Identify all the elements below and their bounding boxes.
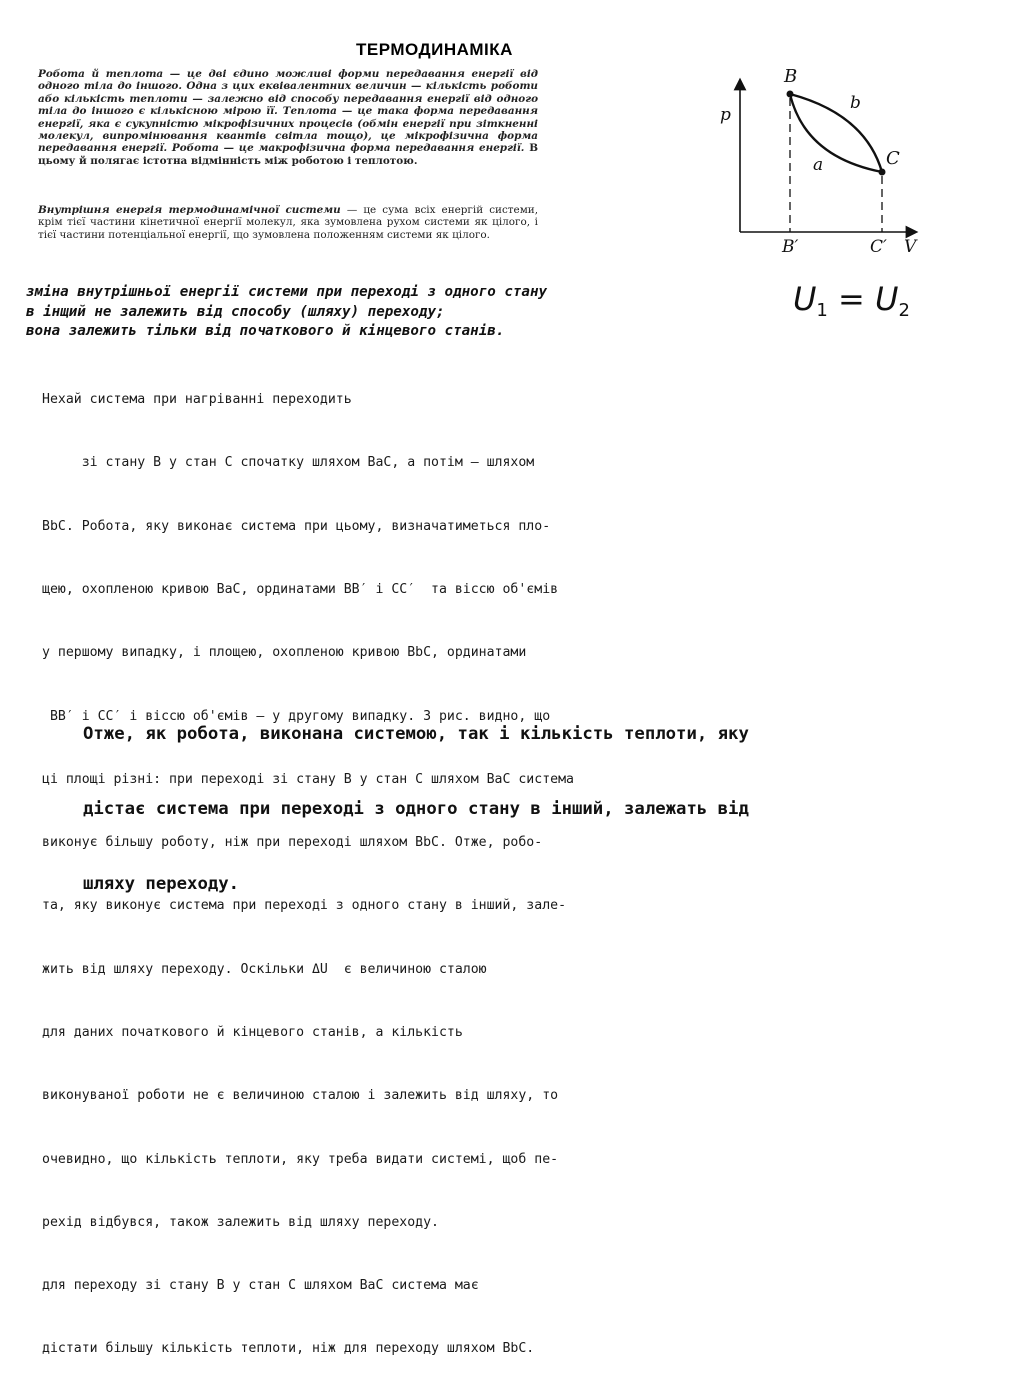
statement-line: вона залежить тільки від початкового й кінцевого станів. (26, 323, 505, 339)
conclusion-line: шляху переходу. (83, 874, 240, 894)
formula-sub-right: 2 (898, 300, 910, 321)
energy-formula (793, 280, 910, 321)
conclusion-text (83, 672, 928, 922)
point-c-label: C (886, 148, 900, 169)
formula-u-right: U (875, 280, 899, 318)
internal-energy-term: Внутрішня енергія термодинамічної системи (38, 204, 341, 216)
energy-statement (26, 283, 756, 342)
text-line: для переходу зі стану B у стан C шляхом BaC система має (42, 1278, 479, 1294)
point-c-marker (879, 169, 886, 176)
tick-b-label: B′ (782, 237, 799, 257)
text-line: очевидно, що кількість теплоти, яку треба видати системі, щоб пе- (42, 1151, 559, 1167)
text-line: рехід відбувся, також залежить від шляху переходу. (42, 1214, 439, 1230)
textbook-paragraph-internal-energy (38, 204, 538, 241)
axis-p-label: p (720, 105, 731, 125)
point-b-marker (787, 91, 794, 98)
text-line: виконує більшу роботу, ніж при переході шляхом BbC. Отже, робо- (42, 835, 543, 851)
statement-line: в інщий не залежить від способу (шляху) переходу; (26, 303, 445, 320)
conclusion-line: дістає система при переході з одного стану в інший, залежать від (83, 799, 749, 819)
text-line: BbC. Робота, яку виконає система при цьому, визначатиметься пло- (42, 518, 551, 534)
formula-u-left: U (793, 280, 817, 318)
point-b-label: B (784, 66, 798, 87)
text-line: BB′ і CC′ і віссю об'ємів — у другому випадку. З рис. видно, що (42, 708, 551, 724)
formula-sub-left: 1 (816, 300, 828, 321)
internal-energy-definition: — це сума всіх енергій системи, крім тієї частини кінетичної енергії молекул, яка зумовлена рухом системи як цілого, і тієї частини потенціальної енергії, що зумовлена положенням системи як цілого. (38, 204, 538, 241)
curve-a-path (790, 94, 882, 172)
statement-line: зміна внутрішньої енергії системи при переході з одного стану (26, 284, 548, 300)
pv-diagram (700, 62, 940, 262)
page-title: ТЕРМОДИНАМІКА (356, 40, 513, 59)
text-line: виконуваної роботи не є величиною сталою і залежить від шляху, то (42, 1088, 559, 1104)
curve-b-label: b (850, 93, 861, 113)
text-line: щею, охопленою кривою BaC, ординатами BB′ і CC′ та віссю об'ємів (42, 582, 559, 598)
tick-c-label: C′ (870, 237, 887, 257)
text-line: Нехай система при нагріванні переходить (42, 392, 352, 408)
text-line: жить від шляху переходу. Оскільки ΔU є величиною сталою (42, 961, 487, 977)
curve-b-path (790, 94, 882, 172)
work-heat-difference: В цьому й полягає істотна відмінність між роботою і теплотою. (38, 142, 539, 167)
text-line: у першому випадку, і площею, охопленою кривою BbC, ординатами (42, 645, 527, 661)
textbook-paragraph-work-heat (38, 68, 538, 167)
text-line: зі стану B у стан С спочатку шляхом BaC, а потім — шляхом (42, 455, 535, 471)
curve-a-label: a (813, 155, 824, 175)
text-line: та, яку виконує система при переході з одного стану в інший, зале- (42, 898, 567, 914)
text-line: ці площі різні: при переході зі стану B у стан C шляхом BaC система (42, 771, 574, 787)
conclusion-line: Отже, як робота, виконана системою, так і кількість теплоти, яку (83, 724, 749, 744)
text-line: для даних початкового й кінцевого станів, а кількість (42, 1025, 463, 1040)
work-heat-definition: Робота й теплота — це дві єдино можливі форми передавання енергії від одного тіла до іншого. Одна з цих еквівалентних величин — кількість роботи або кількість теплоти — залежно від способу передавання енергії від одного тіла до іншого є кількісною мірою її. Теплота — це така форма передавання енергії, яка є сукупністю мікрофізичних процесів (обмін енергії при зіткненні молекул, випромінювання квантів світла тощо), це мікрофізична форма передавання енергії. Робота — це макрофізична форма передавання енергії. (38, 68, 538, 155)
axis-v-label: V (904, 237, 917, 257)
formula-equals: = (827, 280, 876, 318)
text-line: дістати більшу кількість теплоти, ніж для переходу шляхом BbC. (42, 1341, 535, 1357)
